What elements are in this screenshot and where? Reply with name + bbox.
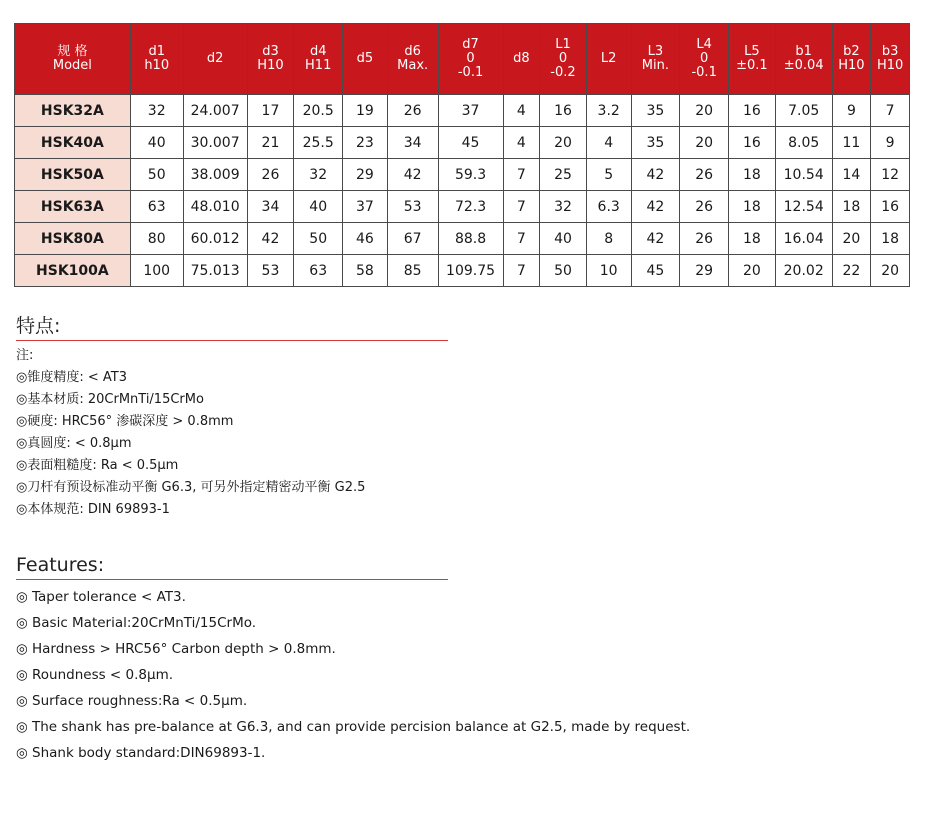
table-cell: 16	[871, 191, 910, 223]
table-cell: 72.3	[438, 191, 503, 223]
feature-en-item	[16, 714, 690, 740]
table-cell: 42	[631, 223, 680, 255]
feature-cn-item: ◎基本材质: 20CrMnTi/15CrMo	[16, 392, 204, 407]
column-header: 规 格 Model	[15, 24, 131, 95]
table-row	[15, 223, 910, 255]
table-cell: 4	[586, 127, 631, 159]
table-cell: 26	[247, 159, 294, 191]
table-cell: 23	[343, 127, 388, 159]
features-cn-list	[16, 345, 448, 521]
table-cell: 20	[680, 95, 729, 127]
table-cell: 67	[387, 223, 438, 255]
table-cell: 40	[294, 191, 343, 223]
feature-en-text: Roundness < 0.8μm.	[32, 667, 174, 683]
table-cell: 32	[130, 95, 183, 127]
table-cell: 24.007	[183, 95, 247, 127]
table-cell: 32	[540, 191, 587, 223]
table-cell: 18	[729, 223, 776, 255]
feature-cn-item: ◎锥度精度: < AT3	[16, 370, 127, 385]
table-cell: 17	[247, 95, 294, 127]
table-cell: 3.2	[586, 95, 631, 127]
table-cell: 25	[540, 159, 587, 191]
spec-table	[14, 23, 910, 287]
feature-en-item	[16, 662, 690, 688]
feature-en-item	[16, 584, 690, 610]
table-cell: 50	[294, 223, 343, 255]
bullet-icon: ◎	[16, 719, 28, 735]
table-cell: 46	[343, 223, 388, 255]
model-cell: HSK100A	[15, 255, 131, 287]
table-cell: 48.010	[183, 191, 247, 223]
table-cell: 29	[680, 255, 729, 287]
table-cell: 32	[294, 159, 343, 191]
table-cell: 40	[540, 223, 587, 255]
table-cell: 20	[871, 255, 910, 287]
table-cell: 8	[586, 223, 631, 255]
model-cell: HSK80A	[15, 223, 131, 255]
feature-cn-item: ◎硬度: HRC56° 渗碳深度 > 0.8mm	[16, 414, 234, 429]
table-cell: 25.5	[294, 127, 343, 159]
table-cell: 40	[130, 127, 183, 159]
model-cell: HSK40A	[15, 127, 131, 159]
feature-en-text: Surface roughness:Ra < 0.5μm.	[32, 693, 248, 709]
feature-cn-item: ◎本体规范: DIN 69893-1	[16, 502, 170, 517]
table-cell: 45	[438, 127, 503, 159]
table-cell: 6.3	[586, 191, 631, 223]
table-cell: 20	[680, 127, 729, 159]
table-cell: 18	[871, 223, 910, 255]
table-cell: 42	[631, 159, 680, 191]
column-header: L3 Min.	[631, 24, 680, 95]
table-cell: 19	[343, 95, 388, 127]
table-cell: 35	[631, 95, 680, 127]
spec-table-header	[15, 24, 910, 95]
table-cell: 7	[503, 159, 540, 191]
table-cell: 26	[680, 223, 729, 255]
table-cell: 35	[631, 127, 680, 159]
column-header: L2	[586, 24, 631, 95]
bullet-icon: ◎	[16, 745, 28, 761]
bullet-icon: ◎	[16, 589, 28, 605]
table-cell: 16.04	[775, 223, 832, 255]
table-cell: 10.54	[775, 159, 832, 191]
table-cell: 60.012	[183, 223, 247, 255]
table-row	[15, 95, 910, 127]
feature-en-item	[16, 740, 690, 766]
column-header: d4 H11	[294, 24, 343, 95]
feature-en-text: Hardness > HRC56° Carbon depth > 0.8mm.	[32, 641, 336, 657]
table-cell: 21	[247, 127, 294, 159]
header-row	[15, 24, 910, 95]
table-cell: 20	[540, 127, 587, 159]
table-cell: 80	[130, 223, 183, 255]
table-cell: 12	[871, 159, 910, 191]
table-cell: 9	[871, 127, 910, 159]
table-cell: 18	[729, 159, 776, 191]
table-cell: 12.54	[775, 191, 832, 223]
table-row	[15, 159, 910, 191]
column-header: L1 0 -0.2	[540, 24, 587, 95]
feature-en-text: The shank has pre-balance at G6.3, and can provide percision balance at G2.5, made by request.	[32, 719, 691, 735]
table-cell: 26	[680, 191, 729, 223]
table-cell: 42	[387, 159, 438, 191]
feature-cn-item: ◎表面粗糙度: Ra < 0.5μm	[16, 458, 179, 473]
model-cell: HSK50A	[15, 159, 131, 191]
table-cell: 9	[832, 95, 871, 127]
table-cell: 58	[343, 255, 388, 287]
table-cell: 75.013	[183, 255, 247, 287]
table-cell: 26	[680, 159, 729, 191]
table-cell: 100	[130, 255, 183, 287]
table-cell: 16	[729, 127, 776, 159]
table-cell: 20.02	[775, 255, 832, 287]
feature-cn-item: ◎刀杆有预设标准动平衡 G6.3, 可另外指定精密动平衡 G2.5	[16, 480, 366, 495]
column-header: b1 ±0.04	[775, 24, 832, 95]
table-cell: 37	[343, 191, 388, 223]
table-cell: 29	[343, 159, 388, 191]
column-header: d5	[343, 24, 388, 95]
column-header: d8	[503, 24, 540, 95]
column-header: d1 h10	[130, 24, 183, 95]
table-cell: 53	[387, 191, 438, 223]
table-cell: 50	[130, 159, 183, 191]
column-header: L5 ±0.1	[729, 24, 776, 95]
table-cell: 16	[729, 95, 776, 127]
table-row	[15, 255, 910, 287]
column-header: d6 Max.	[387, 24, 438, 95]
table-row	[15, 127, 910, 159]
table-cell: 85	[387, 255, 438, 287]
feature-en-item	[16, 688, 690, 714]
table-cell: 26	[387, 95, 438, 127]
features-en-section	[16, 553, 690, 766]
table-cell: 4	[503, 95, 540, 127]
model-cell: HSK63A	[15, 191, 131, 223]
table-cell: 30.007	[183, 127, 247, 159]
table-cell: 4	[503, 127, 540, 159]
column-header: L4 0 -0.1	[680, 24, 729, 95]
feature-en-text: Basic Material:20CrMnTi/15CrMo.	[32, 615, 257, 631]
table-cell: 63	[294, 255, 343, 287]
bullet-icon: ◎	[16, 667, 28, 683]
features-en-title: Features:	[16, 554, 105, 576]
table-cell: 42	[631, 191, 680, 223]
table-cell: 7	[503, 255, 540, 287]
table-row	[15, 191, 910, 223]
table-cell: 10	[586, 255, 631, 287]
table-cell: 53	[247, 255, 294, 287]
table-cell: 37	[438, 95, 503, 127]
feature-cn-item: ◎真圆度: < 0.8μm	[16, 436, 132, 451]
column-header: d3 H10	[247, 24, 294, 95]
table-cell: 7	[503, 191, 540, 223]
model-cell: HSK32A	[15, 95, 131, 127]
table-cell: 20	[832, 223, 871, 255]
feature-en-text: Taper tolerance < AT3.	[32, 589, 186, 605]
column-header: b3 H10	[871, 24, 910, 95]
features-en-divider	[16, 579, 448, 580]
table-cell: 7.05	[775, 95, 832, 127]
table-cell: 7	[871, 95, 910, 127]
feature-cn-item: 注:	[16, 348, 34, 363]
table-cell: 59.3	[438, 159, 503, 191]
table-cell: 18	[729, 191, 776, 223]
features-en-list	[16, 584, 690, 766]
column-header: d7 0 -0.1	[438, 24, 503, 95]
table-cell: 14	[832, 159, 871, 191]
column-header: d2	[183, 24, 247, 95]
table-cell: 7	[503, 223, 540, 255]
table-cell: 50	[540, 255, 587, 287]
table-cell: 34	[387, 127, 438, 159]
table-cell: 5	[586, 159, 631, 191]
table-cell: 34	[247, 191, 294, 223]
table-cell: 20	[729, 255, 776, 287]
table-cell: 11	[832, 127, 871, 159]
features-cn-divider	[16, 340, 448, 341]
table-cell: 20.5	[294, 95, 343, 127]
bullet-icon: ◎	[16, 641, 28, 657]
features-cn-title: 特点:	[16, 315, 61, 337]
feature-en-item	[16, 610, 690, 636]
table-cell: 88.8	[438, 223, 503, 255]
table-cell: 16	[540, 95, 587, 127]
table-cell: 63	[130, 191, 183, 223]
table-cell: 8.05	[775, 127, 832, 159]
bullet-icon: ◎	[16, 693, 28, 709]
table-cell: 42	[247, 223, 294, 255]
table-cell: 22	[832, 255, 871, 287]
spec-table-body	[15, 95, 910, 287]
table-cell: 18	[832, 191, 871, 223]
feature-en-item	[16, 636, 690, 662]
bullet-icon: ◎	[16, 615, 28, 631]
features-cn-section	[16, 314, 448, 521]
table-cell: 45	[631, 255, 680, 287]
feature-en-text: Shank body standard:DIN69893-1.	[32, 745, 266, 761]
table-cell: 38.009	[183, 159, 247, 191]
column-header: b2 H10	[832, 24, 871, 95]
table-cell: 109.75	[438, 255, 503, 287]
